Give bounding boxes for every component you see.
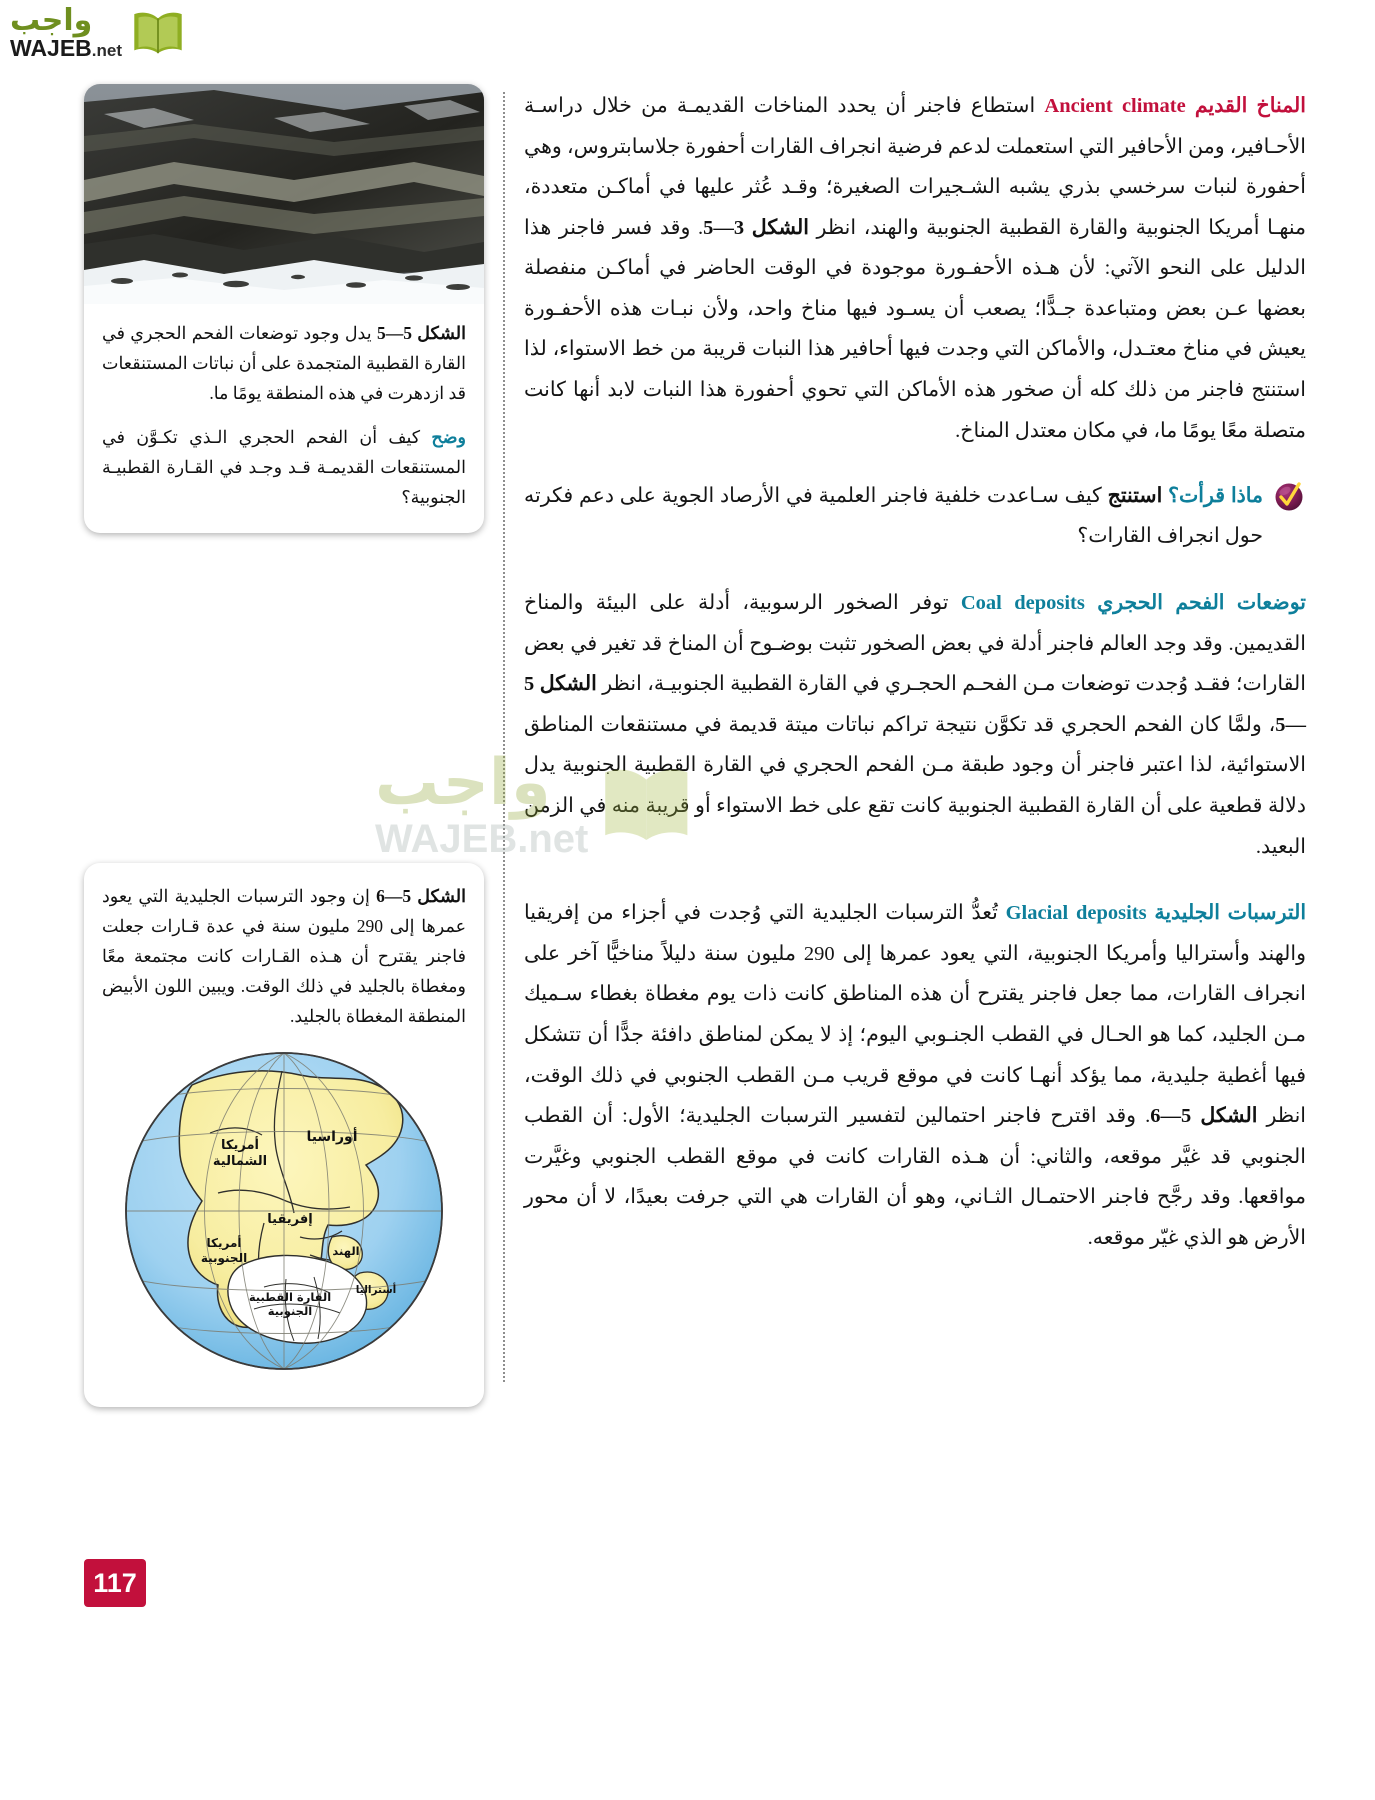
globe-label-north-america-1: أمريكا (221, 1138, 259, 1154)
globe-label-south-america-2: الجنوبية (200, 1251, 248, 1266)
globe-label-antarctica-1: القارة القطبية (248, 1290, 332, 1305)
watermark-english: WAJEB.net (375, 817, 589, 861)
figure-5-6-card (84, 863, 484, 1407)
figure-5-5-question-body: كيف أن الفحم الحجري الـذي تكـوَّن في المستنقعات القديمـة قـد وجـد في القـارة القطبيـة الجنوبية؟ (102, 427, 466, 508)
main-text-column (524, 86, 1306, 1272)
paragraph-ancient-climate-body: استطاع فاجنر أن يحدد المناخات القديمـة من خلال دراسـة الأحـافير، ومن الأحافير التي استعملت لدعم فرضية انجراف القارات أحفورة جلاسابتروس، وهي أحفورة لنبات سرخسي بذري يشبه الشـجيرات الصغيرة؛ وقـد عُثر عليها في أماكـن متعددة، منهـا أمريكا الجنوبية والقارة القطبية الجنوبية والهند، انظر (524, 95, 1307, 239)
heading-coal-deposits-en: Coal deposits (960, 592, 1085, 615)
read-check-title: ماذا قرأت؟ (1168, 485, 1263, 508)
figure-5-6-label: الشكل 5—6 (376, 885, 466, 906)
figure-5-5-question-verb: وضح (431, 427, 466, 448)
figure-5-5-body: يدل وجود توضعات الفحم الحجري في القارة القطبية المتجمدة على أن نباتات المستنقعات قد ازدهرت في هذه المنطقة يومًا ما. (102, 323, 466, 404)
paragraph-ancient-climate (524, 86, 1306, 451)
globe-label-antarctica-2: الجنوبية (267, 1304, 313, 1319)
heading-glacial-deposits-ar: الترسبات الجليدية (1154, 902, 1307, 925)
paragraph-coal-deposits-body: توفر الصخور الرسوبية، أدلة على البيئة والمناخ القديمين. وقد وجد العالم فاجنر أدلة في بعض الصخور تثبت بوضـوح أن المناخ قد تغير في بعض القارات؛ فقـد وُجدت توضعات مـن الفحـم الحجـري في القارة القطبية الجنوبيـة، انظر (524, 592, 1306, 696)
globe-label-south-america-1: أمريكا (206, 1236, 242, 1251)
paragraph-coal-deposits-body2: ، ولمَّا كان الفحم الحجري قد تكوَّن نتيجة تراكم نباتات ميتة قديمة في مستنقعات المناطق الاستوائية، لذا اعتبر فاجنر أن وجود طبقة مـن الفحم الحجري في القارة القطبية الجنوبية يدل دلالة قطعية على أن القارة القطبية الجنوبية كانت تقع على خط الاستواء أو قريبة منه في الزمن البعيد. (524, 713, 1306, 858)
read-check-block (524, 477, 1306, 557)
brand-text (10, 3, 123, 61)
heading-coal-spacer (1085, 592, 1097, 614)
read-check-body: كيف سـاعدت خلفية فاجنر العلمية في الأرصاد الجوية على دعم فكرته حول انجراف القارات؟ (524, 485, 1263, 548)
globe-label-eurasia: أوراسيا (306, 1129, 358, 1146)
heading-glacial-deposits-en: Glacial deposits (1005, 902, 1147, 925)
figure-5-6-body: إن وجود الترسبات الجليدية التي يعود عمرها إلى 290 مليون سنة في عدة قـارات جعلت فاجنر يقترح أن هـذه القـارات كانت مجتمعة معًا ومغطاة بالجليد في ذلك الوقت. ويبين اللون الأبيض المنطقة المغطاة بالجليد. (102, 885, 467, 1026)
figure-ref-5-6: الشكل 5—6 (1150, 1105, 1258, 1128)
page-body (0, 74, 1375, 1714)
paragraph-ancient-climate-body2: . وقد فسر فاجنر هذا الدليل على النحو الآتي: لأن هـذه الأحفـورة موجودة في الوقت الحاضر في أماكـن منفصلة بعضها عـن بعض ومتباعدة جـدًّا؛ يصعب أن يسـود فيها مناخ واحد، ولأن نبـات هذه الأحفـورة يعيش في مناخ معتـدل، والأماكن التي وجدت فيها أحافير هذا النبات قريبة من خط الاستواء، لذا استنتج فاجنر من ذلك كله أن صخور هذه الأماكن التي تحوي أحفورة هذا النبات لابد أنها كانت متصلة معًا يومًا ما، في مكان معتدل المناخ. (524, 216, 1306, 442)
brand-english-label: WAJEB.net (10, 35, 123, 61)
brand-arabic-label: واجب (10, 3, 93, 38)
figure-5-5-question (102, 422, 466, 512)
heading-ancient-climate-en-text: Ancient climate (1044, 95, 1186, 117)
globe-label-australia: أستراليا (355, 1284, 397, 1297)
figure-5-6-caption-text (102, 881, 466, 1031)
sidebar (84, 84, 484, 1447)
read-check-text (524, 477, 1263, 557)
figure-5-5-caption (84, 304, 484, 533)
figure-5-5-label: الشكل 5—5 (376, 323, 466, 343)
paragraph-coal-deposits (524, 583, 1306, 867)
figure-5-5-card (84, 84, 484, 533)
paragraph-glacial-deposits (524, 893, 1306, 1258)
site-brand-logo (10, 3, 186, 61)
pangaea-globe-figure (84, 1035, 484, 1407)
figure-ref-5-5: الشكل 5—5 (524, 673, 1306, 736)
paragraph-glacial-deposits-body: تُعدُّ الترسبات الجليدية التي وُجدت في أجزاء من إفريقيا والهند وأستراليا وأمريكا الجنوبية، التي يعود عمرها إلى 290 مليون سنة دليلاً مناخيًّا آخر على انجراف القارات، مما جعل فاجنر يقترح أن هذه المناطق كانت ذات يوم مغطاة بغطاء سـميك مـن الجليد، كما هو الحـال في القطب الجنـوبي اليوم؛ إذ لا يمكن لمناطق دافئة جدًّا أن تتشكل فيها أغطية جليدية، مما يؤكد أنهـا كانت في موقع قريب مـن القطب الجنوبي في ذلك الوقت، انظر (524, 902, 1306, 1128)
figure-5-6-caption (84, 863, 484, 1035)
globe-label-india: الهند (332, 1244, 360, 1259)
watermark-arabic: واجب (375, 746, 551, 820)
globe-label-africa: إفريقيا (267, 1212, 313, 1228)
open-book-icon (130, 10, 186, 56)
pangaea-globe-svg (114, 1041, 454, 1381)
figure-ref-3-5: الشكل 3—5 (703, 216, 809, 239)
figure-5-5-caption-text (102, 318, 466, 408)
paragraph-glacial-deposits-body2: . وقد اقترح فاجنر احتمالين لتفسير الترسبات الجليدية؛ الأول: أن القطب الجنوبي قد غيَّر موقعه، والثاني: أن هـذه القارات كانت في موقع القطب الجنوبي وغيَّرت مواقعها. وقد رجَّح فاجنر الاحتمـال الثـاني، وهو أن القارات هي التي جرفت بعيدًا، لا أن محور الأرض هو الذي غيّر موقعه. (524, 1105, 1306, 1249)
heading-coal-deposits-ar: توضعات الفحم الحجري (1097, 592, 1306, 615)
coal-seam-outcrop-photo (84, 84, 484, 304)
globe-label-north-america-2: الشمالية (212, 1154, 268, 1170)
check-badge-icon (1272, 479, 1306, 518)
page-number-badge: 117 (84, 1559, 146, 1607)
heading-ancient-climate-ar: المناخ القديم (1194, 95, 1306, 117)
read-check-verb: استنتج (1107, 485, 1163, 508)
column-divider (503, 92, 505, 1382)
heading-ancient-climate-en (1186, 95, 1195, 117)
